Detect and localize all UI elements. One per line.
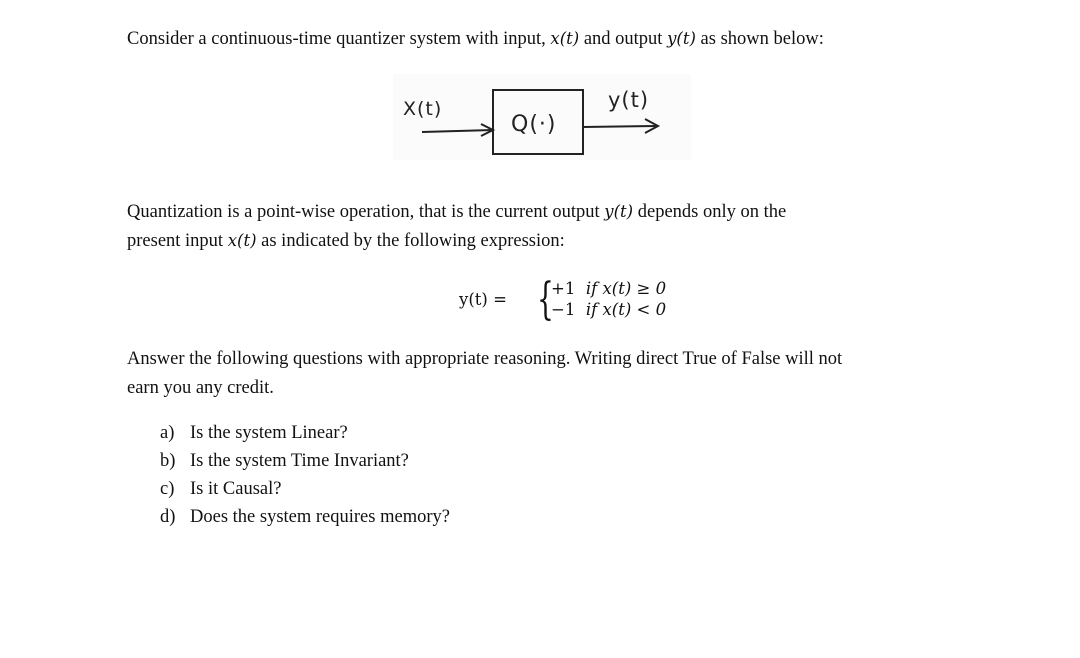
question-label: b) (160, 451, 176, 471)
question-text: Is the system Time Invariant? (190, 451, 409, 471)
question-a (160, 423, 348, 444)
output-arrow (583, 126, 658, 127)
question-b (160, 451, 409, 472)
output-label: y(t) (608, 88, 650, 112)
question-text: Is it Causal? (190, 479, 282, 499)
intro-text-part: Consider a continuous-time quantizer system with input, (127, 29, 551, 49)
intro-text-part: as shown below: (695, 29, 824, 49)
input-label: X(t) (403, 98, 443, 120)
case-negative (551, 300, 666, 319)
equation-lhs: y(t) = (459, 290, 507, 309)
intro-text-part: and output (579, 29, 668, 49)
text: depends only on the (633, 202, 787, 222)
para2-line2 (127, 231, 565, 252)
question-label: d) (160, 507, 176, 527)
text: as indicated by the following expression: (256, 231, 565, 251)
question-text: Is the system Linear? (190, 423, 348, 443)
math-var: y(t) (604, 202, 634, 221)
question-label: a) (160, 423, 175, 443)
para2-line1 (127, 202, 786, 223)
question-d (160, 507, 450, 528)
case-condition: if x(t) ≥ 0 (585, 279, 667, 298)
brace-symbol: { (537, 274, 554, 325)
input-arrow (422, 130, 493, 132)
instructions-line1: Answer the following questions with appropriate reasoning. Writing direct True of False will not (127, 349, 843, 369)
instructions-line2: earn you any credit. (127, 378, 274, 398)
math-var: x(t) (227, 231, 257, 250)
case-value: −1 (551, 300, 576, 319)
text: Quantization is a point-wise operation, that is the current output (127, 202, 605, 222)
case-value: +1 (551, 279, 576, 298)
intro-text (127, 29, 824, 50)
question-text: Does the system requires memory? (190, 507, 450, 527)
text: present input (127, 231, 228, 251)
case-condition: if x(t) < 0 (585, 300, 667, 319)
case-positive (551, 279, 666, 298)
quantizer-block-diagram (393, 74, 691, 160)
question-label: c) (160, 479, 175, 499)
input-signal: x(t) (550, 29, 580, 48)
question-c (160, 479, 281, 500)
block-label: Q(·) (511, 112, 557, 137)
output-signal: y(t) (667, 29, 696, 48)
